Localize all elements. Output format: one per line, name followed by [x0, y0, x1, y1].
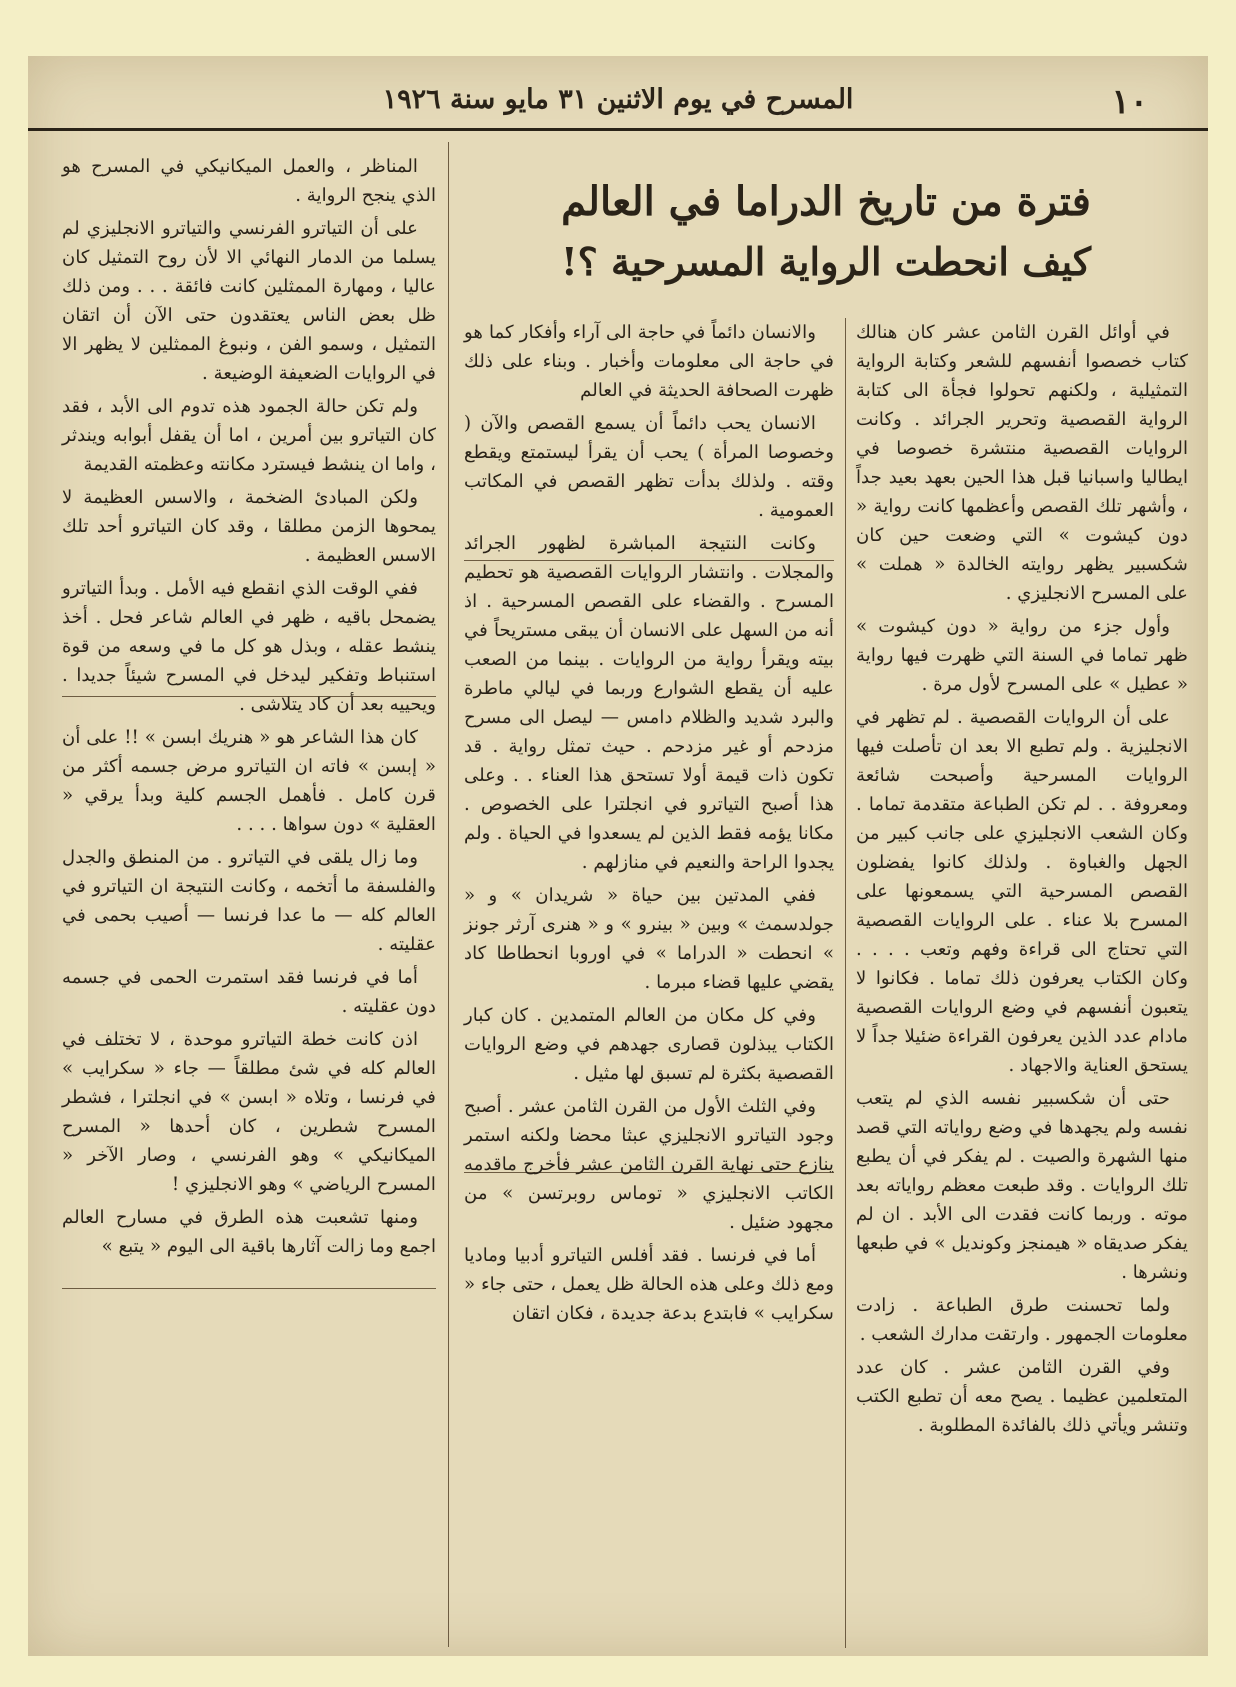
paragraph: في أوائل القرن الثامن عشر كان هنالك كتاب خصصوا أنفسهم للشعر وكتابة الرواية التمثيلية ، ولكنهم تحولوا فجأة الى كتابة الرواية القصصية وتحرير الجرائد . وكانت الروايات القصصية منتشرة خصوصا في ايطاليا واسبانيا قبل هذا الحين بعهد بعيد جداً ، وأشهر تلك القصص وأعظمها كانت رواية « دون كيشوت » التي وضعت حين كان شكسبير يظهر روايته الخالدة « هملت » على المسرح الانجليزي . — [856, 322, 1188, 604]
paragraph: وفي كل مكان من العالم المتمدين . كان كبار الكتاب يبذلون قصارى جهدهم في وضع الروايات القصصية بكثرة لم تسبق لها مثيل . — [464, 1005, 834, 1084]
paragraph: وفي الثلث الأول من القرن الثامن عشر . أصبح وجود التياترو الانجليزي عبثا محضا ولكنه استمر ينازع حتى نهاية القرن الثامن عشر فأخرج ماقدمه الكاتب الانجليزي « توماس روبرتسن » من مجهود ضئيل . — [464, 1096, 834, 1233]
article-title: فترة من تاريخ الدراما في العالم — [561, 178, 1091, 225]
article-column-left — [62, 152, 436, 1265]
column-divider — [448, 142, 449, 1647]
paragraph: ومنها تشعبت هذه الطرق في مسارح العالم اجمع وما زالت آثارها باقية الى اليوم « يتبع » — [62, 1207, 436, 1257]
paragraph: وكانت النتيجة المباشرة لظهور الجرائد والمجلات . وانتشار الروايات القصصية هو تحطيم المسرح . والقضاء على القصص المسرحية . اذ أنه من السهل على الانسان أن يبقى مستريحاً في بيته ويقرأ رواية من الروايات . بينما من الصعب عليه أن يقطع الشوارع وربما في ليالي ماطرة والبرد شديد والظلام دامس — ليصل الى مسرح مزدحم أو غير مزدحم . حيث تمثل رواية . قد تكون ذات قيمة أولا تستحق هذا العناء . . وعلى هذا أصبح التياترو في انجلترا على الخصوص . مكانا يؤمه فقط الذين لم يسعدوا في الحياة . ولم يجدوا الراحة والنعيم في منازلهم . — [464, 533, 834, 873]
page-header — [28, 78, 1208, 128]
paragraph: أما في فرنسا فقد استمرت الحمى في جسمه دون عقليته . — [62, 967, 436, 1017]
paragraph: وما زال يلقى في التياترو . من المنطق والجدل والفلسفة ما أتخمه ، وكانت النتيجة ان التياترو في العالم كله — ما عدا فرنسا — أصيب بحمى في عقليته . — [62, 847, 436, 955]
paragraph: ولكن المبادئ الضخمة ، والاسس العظيمة لا يمحوها الزمن مطلقا ، وقد كان التياترو أحد تلك الاسس العظيمة . — [62, 487, 436, 566]
article-heading — [464, 176, 1188, 288]
column-divider — [845, 318, 846, 1648]
paragraph: ولما تحسنت طرق الطباعة . زادت معلومات الجمهور . وارتقت مدارك الشعب . — [856, 1295, 1188, 1345]
header-rule — [28, 128, 1208, 131]
paragraph: اذن كانت خطة التياترو موحدة ، لا تختلف في العالم كله في شئ مطلقاً — جاء « سكرايب » في فرنسا ، وتلاه « ابسن » في انجلترا ، فشطر المسرح شطرين ، كان أحدها « المسرح الميكانيكي » وهو الفرنسي ، وصار الآخر « المسرح الرياضي » وهو الانجليزي ! — [62, 1029, 436, 1195]
article-column-middle — [464, 318, 834, 1332]
paragraph: والانسان دائماً في حاجة الى آراء وأفكار كما هو في حاجة الى معلومات وأخبار . وبناء على ذلك ظهرت الصحافة الحديثة في العالم — [464, 322, 834, 401]
paragraph: الانسان يحب دائماً أن يسمع القصص والآن ( وخصوصا المرأة ) يحب أن يقرأ ليستمتع ويقطع وقته . ولذلك بدأت تظهر القصص في المكاتب العمومية . — [464, 413, 834, 521]
section-rule — [62, 1288, 436, 1289]
article-subtitle: كيف انحطت الرواية المسرحية ؟! — [560, 239, 1092, 284]
article-column-right — [856, 318, 1188, 1444]
paragraph: وفي القرن الثامن عشر . كان عدد المتعلمين عظيما . يصح معه أن تطبع الكتب وتنشر ويأتي ذلك بالفائدة المطلوبة . — [856, 1357, 1188, 1436]
paragraph: كان هذا الشاعر هو « هنريك ابسن » !! على أن « إبسن » فاته ان التياترو مرض جسمه أكثر من قرن كامل . فأهمل الجسم كلية وبدأ يرقي « العقلية » دون سواها . . . . — [62, 727, 436, 835]
paragraph: على أن التياترو الفرنسي والتياترو الانجليزي لم يسلما من الدمار النهائي الا لأن روح التمثيل كان عاليا ، ومهارة الممثلين كانت فائقة . . . ومن ذلك ظل بعض الناس يعتقدون حتى الآن أن اتقان التمثيل ، وسمو الفن ، ونبوغ الممثلين لا يظهر الا في الروايات الضعيفة الوضيعة . — [62, 218, 436, 384]
page-number: ١٠ — [1111, 82, 1148, 122]
paragraph: ففي المدتين بين حياة « شريدان » و « جولدسمث » وبين « بينرو » و « هنرى آرثر جونز » انحطت « الدراما » في اوروبا انحطاطا كاد يقضي عليها قضاء مبرما . — [464, 885, 834, 993]
paragraph: المناظر ، والعمل الميكانيكي في المسرح هو الذي ينجح الرواية . — [62, 156, 436, 206]
paragraph: وأول جزء من رواية « دون كيشوت » ظهر تماما في السنة التي ظهرت فيها رواية « عطيل » على المسرح لأول مرة . — [856, 616, 1188, 695]
paragraph: على أن الروايات القصصية . لم تظهر في الانجليزية . ولم تطبع الا بعد ان تأصلت فيها الروايات المسرحية وأصبحت شائعة ومعروفة . . لم تكن الطباعة متقدمة تماما . وكان الشعب الانجليزي على جانب كبير من الجهل والغباوة . ولذلك كانوا يفضلون القصص المسرحية التي يسمعونها على المسرح بلا عناء . على الروايات القصصية التي تحتاج الى قراءة وفهم وتعب . . . . وكان الكتاب يعرفون ذلك تماما . فكانوا لا يتعبون أنفسهم في وضع الروايات القصصية مادام عدد الذين يعرفون القراءة ضئيلا جداً لا يستحق العناية والاجهاد . — [856, 707, 1188, 1076]
newspaper-page — [28, 56, 1208, 1656]
paragraph: ولم تكن حالة الجمود هذه تدوم الى الأبد ، فقد كان التياترو بين أمرين ، اما أن يقفل أبوابه ويندثر ، واما ان ينشط فيسترد مكانته وعظمته القديمة — [62, 396, 436, 475]
running-title: المسرح في يوم الاثنين ٣١ مايو سنة ١٩٢٦ — [382, 84, 854, 115]
paragraph: أما في فرنسا . فقد أفلس التياترو أدبيا وماديا ومع ذلك وعلى هذه الحالة ظل يعمل ، حتى جاء « سكرايب » فابتدع بدعة جديدة ، فكان اتقان — [464, 1245, 834, 1324]
paragraph: ففي الوقت الذي انقطع فيه الأمل . وبدأ التياترو يضمحل باقيه ، ظهر في العالم شاعر فحل . أخذ ينشط عقله ، وبذل هو كل ما في وسعه من قوة استنباط وتفكير ليدخل في المسرح شيئاً جديدا . ويحييه بعد أن كاد يتلاشى . — [62, 578, 436, 715]
paragraph: حتى أن شكسبير نفسه الذي لم يتعب نفسه ولم يجهدها في وضع رواياته التي قصد منها الشهرة والصيت . لم يفكر في أن يطبع تلك الروايات . وقد طبعت معظم رواياته بعد موته . وربما كانت فقدت الى الأبد . ان لم يفكر صديقاه « هيمنجز وكونديل » في طبعها ونشرها . — [856, 1088, 1188, 1283]
